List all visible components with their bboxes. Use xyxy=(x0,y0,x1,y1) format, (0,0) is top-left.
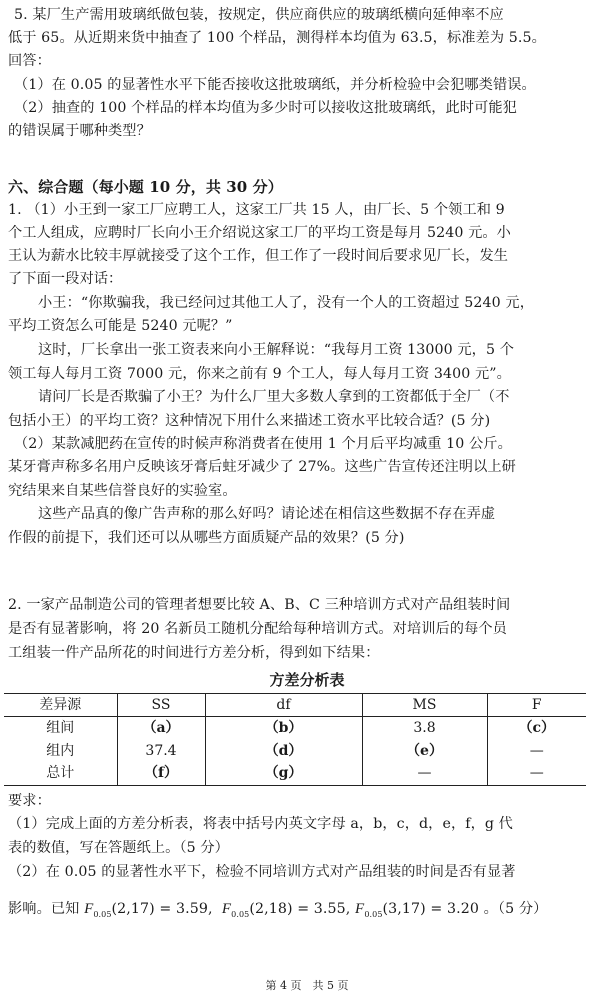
q1-line-11: （2）某款减肥药在宣传的时候声称消费者在使用 1 个月后平均减重 10 公斤。 xyxy=(14,436,512,452)
table-title: 方差分析表 xyxy=(269,671,345,689)
anova-table xyxy=(4,693,586,786)
q1-line-6: 平均工资怎么可能是 5240 元呢？” xyxy=(8,318,233,334)
q5-line-2: 低于 65。从近期来货中抽查了 100 个样品，测得样本均值为 63.5，标准差为 5.5。 xyxy=(8,30,546,46)
cell-f: — xyxy=(487,762,586,785)
table-header-row xyxy=(4,694,586,717)
q5-sub2-line-1: （2）抽查的 100 个样品的样本均值为多少时可以接收这批玻璃纸，此时可能犯 xyxy=(14,100,517,116)
q1-line-15: 作假的前提下，我们还可以从哪些方面质疑产品的效果？(5 分) xyxy=(8,530,405,546)
cell-f: （c） xyxy=(487,717,586,740)
f-value-2-18: (2,18) = 3.55, xyxy=(249,901,351,917)
q5-line-3: 回答： xyxy=(8,53,51,69)
header-df: df xyxy=(205,694,362,717)
cell-source: 组内 xyxy=(46,742,75,759)
f-symbol: F xyxy=(221,901,232,917)
q1-line-2: 个工人组成，应聘时厂长向小王介绍说这家工厂的平均工资是每月 5240 元。小 xyxy=(8,225,511,241)
table-row xyxy=(4,762,586,785)
f-subscript: 0.05 xyxy=(231,909,250,919)
f-value-3-17: (3,17) = 3.20 xyxy=(382,901,479,917)
cell-source: 组间 xyxy=(46,720,75,737)
cell-ms: （e） xyxy=(362,740,487,762)
q1-line-9: 请问厂长是否欺骗了小王？为什么厂里大多数人拿到的工资都低于全厂（不 xyxy=(38,389,510,405)
q5-sub2-line-2: 的错误属于哪种类型？ xyxy=(8,123,151,139)
q2-line-2: 是否有显著影响，将 20 名新员工随机分配给每种培训方式。对培训后的每个员 xyxy=(8,621,507,637)
q5-line-1: 5. 某厂生产需用玻璃纸做包装，按规定，供应商供应的玻璃纸横向延伸率不应 xyxy=(14,7,504,23)
requirements-label: 要求： xyxy=(8,793,51,809)
table-row xyxy=(4,717,586,740)
header-f: F xyxy=(487,694,586,717)
req2-line-1: （2）在 0.05 的显著性水平下，检验不同培训方式对产品组装的时间是否有显著 xyxy=(8,864,516,880)
q1-line-4: 了下面一段对话： xyxy=(8,271,123,287)
cell-ss: （f） xyxy=(117,762,205,785)
q1-line-10: 包括小王）的平均工资？这种情况下用什么来描述工资水平比较合适？(5 分) xyxy=(8,413,491,429)
cell-df: （b） xyxy=(205,717,362,740)
q1-line-3: 王认为薪水比较丰厚就接受了这个工作，但工作了一段时间后要求见厂长，发生 xyxy=(8,248,509,264)
page-footer: 第 4 页 共 5 页 xyxy=(265,979,349,992)
q1-line-13: 究结果来自某些信誉良好的实验室。 xyxy=(8,483,237,499)
req1-line-1: （1）完成上面的方差分析表，将表中括号内英文字母 a，b，c，d，e，f，g 代 xyxy=(8,816,513,832)
q2-line-1: 2. 一家产品制造公司的管理者想要比较 A、B、C 三种培训方式对产品组装时间 xyxy=(8,597,511,613)
q1-line-8: 领工每人每月工资 7000 元，你来之前有 9 个工人，每人每月工资 3400 元”。 xyxy=(8,366,511,382)
q1-line-5: 小王：“你欺骗我，我已经问过其他工人了，没有一个人的工资超过 5240 元， xyxy=(38,295,534,311)
cell-f: — xyxy=(487,740,586,762)
q5-sub1: （1）在 0.05 的显著性水平下能否接收这批玻璃纸，并分析检验中会犯哪类错误。 xyxy=(14,77,536,93)
q1-line-12: 某牙膏声称多名用户反映该牙膏后蛀牙减少了 27%。这些广告宣传还注明以上研 xyxy=(8,459,516,475)
req2-line-2 xyxy=(8,898,547,926)
section-heading: 六、综合题（每小题 10 分，共 30 分） xyxy=(8,178,283,196)
cell-df: （d） xyxy=(205,740,362,762)
f-subscript: 0.05 xyxy=(93,909,112,919)
cell-ss: 37.4 xyxy=(117,740,205,762)
req2-prefix: 影响。已知 xyxy=(8,901,85,917)
table-row xyxy=(4,740,586,762)
f-symbol: F xyxy=(84,901,94,917)
cell-source: 总计 xyxy=(46,765,75,782)
header-ss: SS xyxy=(117,694,205,717)
header-source: 差异源 xyxy=(39,697,82,713)
cell-ms: 3.8 xyxy=(362,717,487,740)
q1-line-14: 这些产品真的像广告声称的那么好吗？请论述在相信这些数据不存在弄虚 xyxy=(38,506,496,522)
cell-df: （g） xyxy=(205,762,362,785)
cell-ss: （a） xyxy=(117,717,205,740)
q2-line-3: 工组装一件产品所花的时间进行方差分析，得到如下结果： xyxy=(8,645,380,661)
f-value-2-17: (2,17) = 3.59, xyxy=(111,901,213,917)
cell-ms: — xyxy=(362,762,487,785)
req2-suffix: 。（5 分） xyxy=(479,901,548,917)
f-subscript: 0.05 xyxy=(364,909,383,919)
req1-line-2: 表的数值，写在答题纸上。（5 分） xyxy=(8,840,229,856)
q1-line-7: 这时，厂长拿出一张工资表来向小王解释说：“我每月工资 13000 元，5 个 xyxy=(38,342,514,358)
q1-line-1: 1. （1）小王到一家工厂应聘工人，这家工厂共 15 人，由厂长、5 个领工和 9 xyxy=(8,202,505,218)
f-symbol: F xyxy=(355,901,365,917)
header-ms: MS xyxy=(362,694,487,717)
